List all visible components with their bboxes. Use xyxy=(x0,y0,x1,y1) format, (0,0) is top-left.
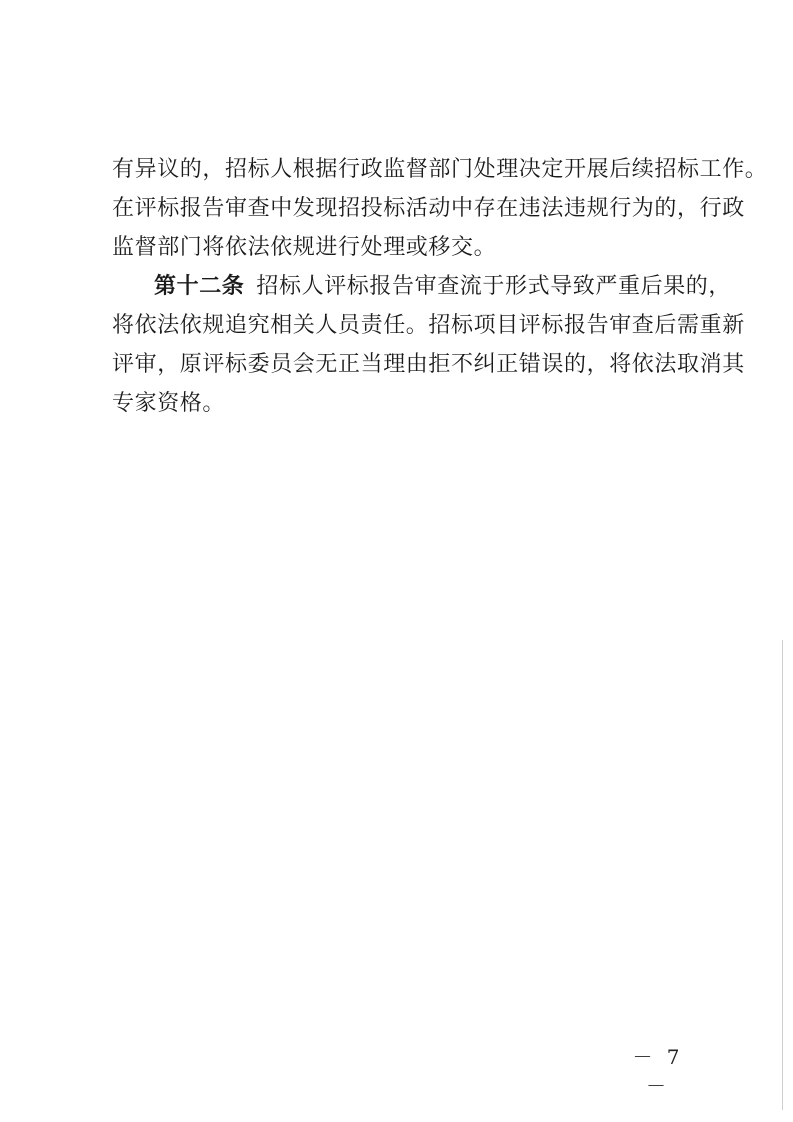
text-line: 专家资格。 xyxy=(112,391,226,416)
article-heading: 第十二条 xyxy=(154,273,245,299)
scan-edge-line xyxy=(782,640,783,1110)
text-line: 有异议的，招标人根据行政监督部门处理决定开展后续招标工作。 xyxy=(112,157,768,182)
body-text xyxy=(112,150,768,423)
text-line: 在评标报告审查中发现招投标活动中存在违法违规行为的，行政 xyxy=(112,196,745,221)
article-first-line xyxy=(112,267,732,306)
article-first-text: 招标人评标报告审查流于形式导致严重后果的， xyxy=(256,274,732,299)
text-line: 将依法依规追究相关人员责任。招标项目评标报告审查后需重新 xyxy=(112,313,745,338)
page-number: － 7 － xyxy=(632,1045,684,1098)
paragraph-continuation xyxy=(112,150,768,267)
text-line: 评审，原评标委员会无正当理由拒不纠正错误的，将依法取消其 xyxy=(112,352,745,377)
text-line: 监督部门将依法依规进行处理或移交。 xyxy=(112,235,497,260)
article-12 xyxy=(112,267,745,423)
